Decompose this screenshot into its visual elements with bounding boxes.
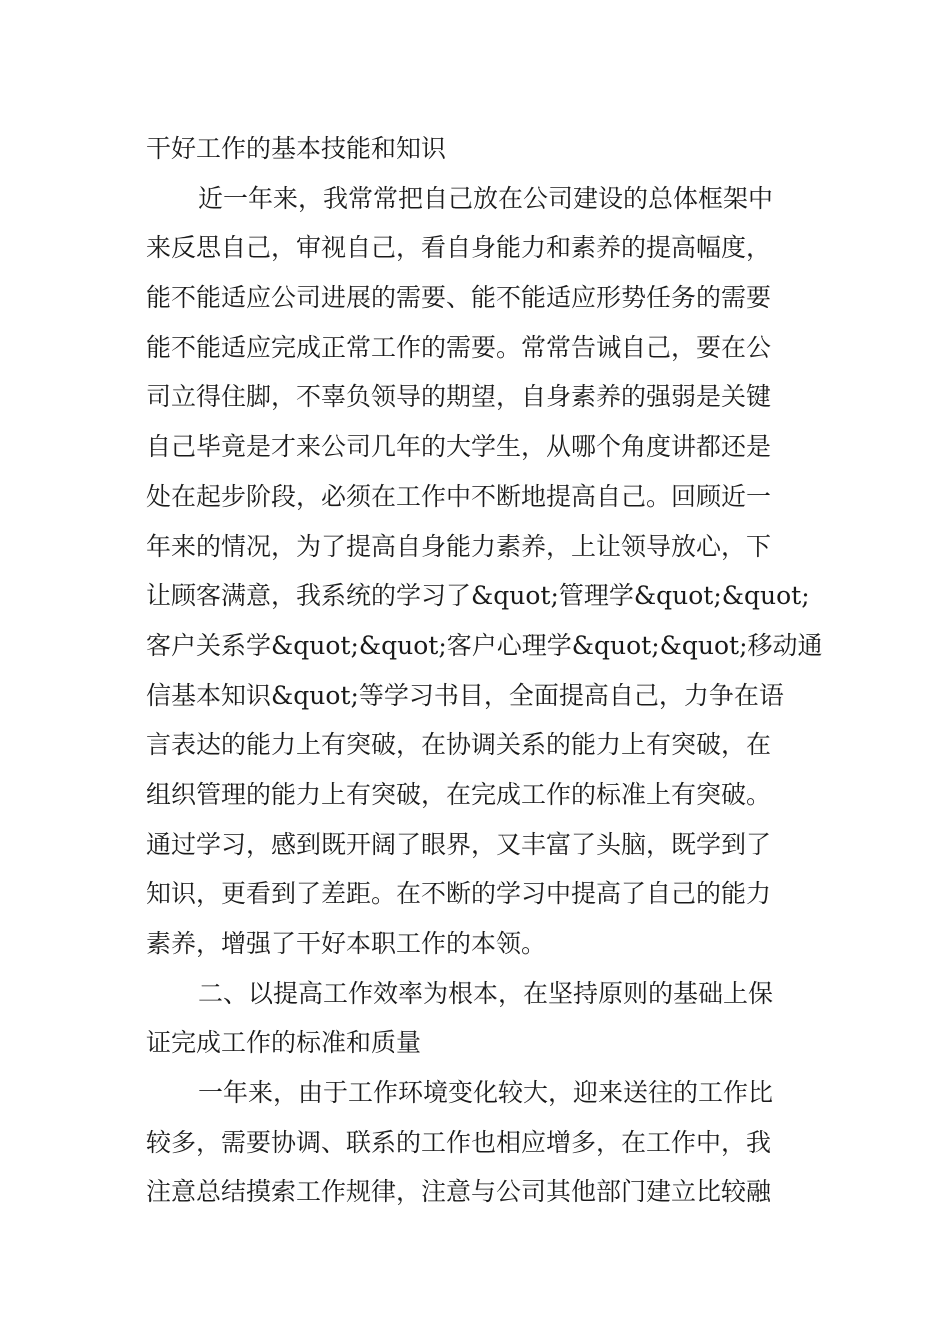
text-line: 处在起步阶段，必须在工作中不断地提高自己。回顾近一 [146,481,772,511]
text-line: 组织管理的能力上有突破，在完成工作的标准上有突破。 [146,779,772,809]
text-line: 年来的情况，为了提高自身能力素养，上让领导放心，下 [146,531,772,561]
text-line: 来反思自己，审视自己，看自身能力和素养的提高幅度， [146,233,772,263]
text-line: 言表达的能力上有突破，在协调关系的能力上有突破，在 [146,730,772,760]
text-line: 注意总结摸索工作规律，注意与公司其他部门建立比较融 [146,1177,772,1207]
text-line: 让顾客满意，我系统的学习了&quot;管理学&quot;&quot; [146,581,810,611]
text-line: 较多，需要协调、联系的工作也相应增多，在工作中，我 [146,1127,772,1157]
text-line: 一年来，由于工作环境变化较大，迎来送往的工作比 [198,1078,774,1108]
text-line: 能不能适应完成正常工作的需要。常常告诫自己，要在公 [146,332,772,362]
text-line: 通过学习，感到既开阔了眼界，又丰富了头脑，既学到了 [146,829,772,859]
text-line: 信基本知识&quot;等学习书目，全面提高自己，力争在语 [146,680,784,710]
text-line: 干好工作的基本技能和知识 [146,134,447,163]
text-line: 能不能适应公司进展的需要、能不能适应形势任务的需要 [146,283,772,313]
text-line: 素养，增强了干好本职工作的本领。 [146,929,547,958]
text-line: 二、以提高工作效率为根本，在坚持原则的基础上保 [198,978,774,1008]
document-body [146,124,823,1217]
text-line: 知识，更看到了差距。在不断的学习中提高了自己的能力 [146,879,772,909]
text-line: 客户关系学&quot;&quot;客户心理学&quot;&quot;移动通 [146,630,823,660]
text-line: 司立得住脚，不辜负领导的期望，自身素养的强弱是关键 [146,382,772,412]
text-line: 证完成工作的标准和质量 [146,1028,422,1058]
text-line: 自己毕竟是才来公司几年的大学生，从哪个角度讲都还是 [146,432,772,462]
text-line: 近一年来，我常常把自己放在公司建设的总体框架中 [198,183,774,213]
